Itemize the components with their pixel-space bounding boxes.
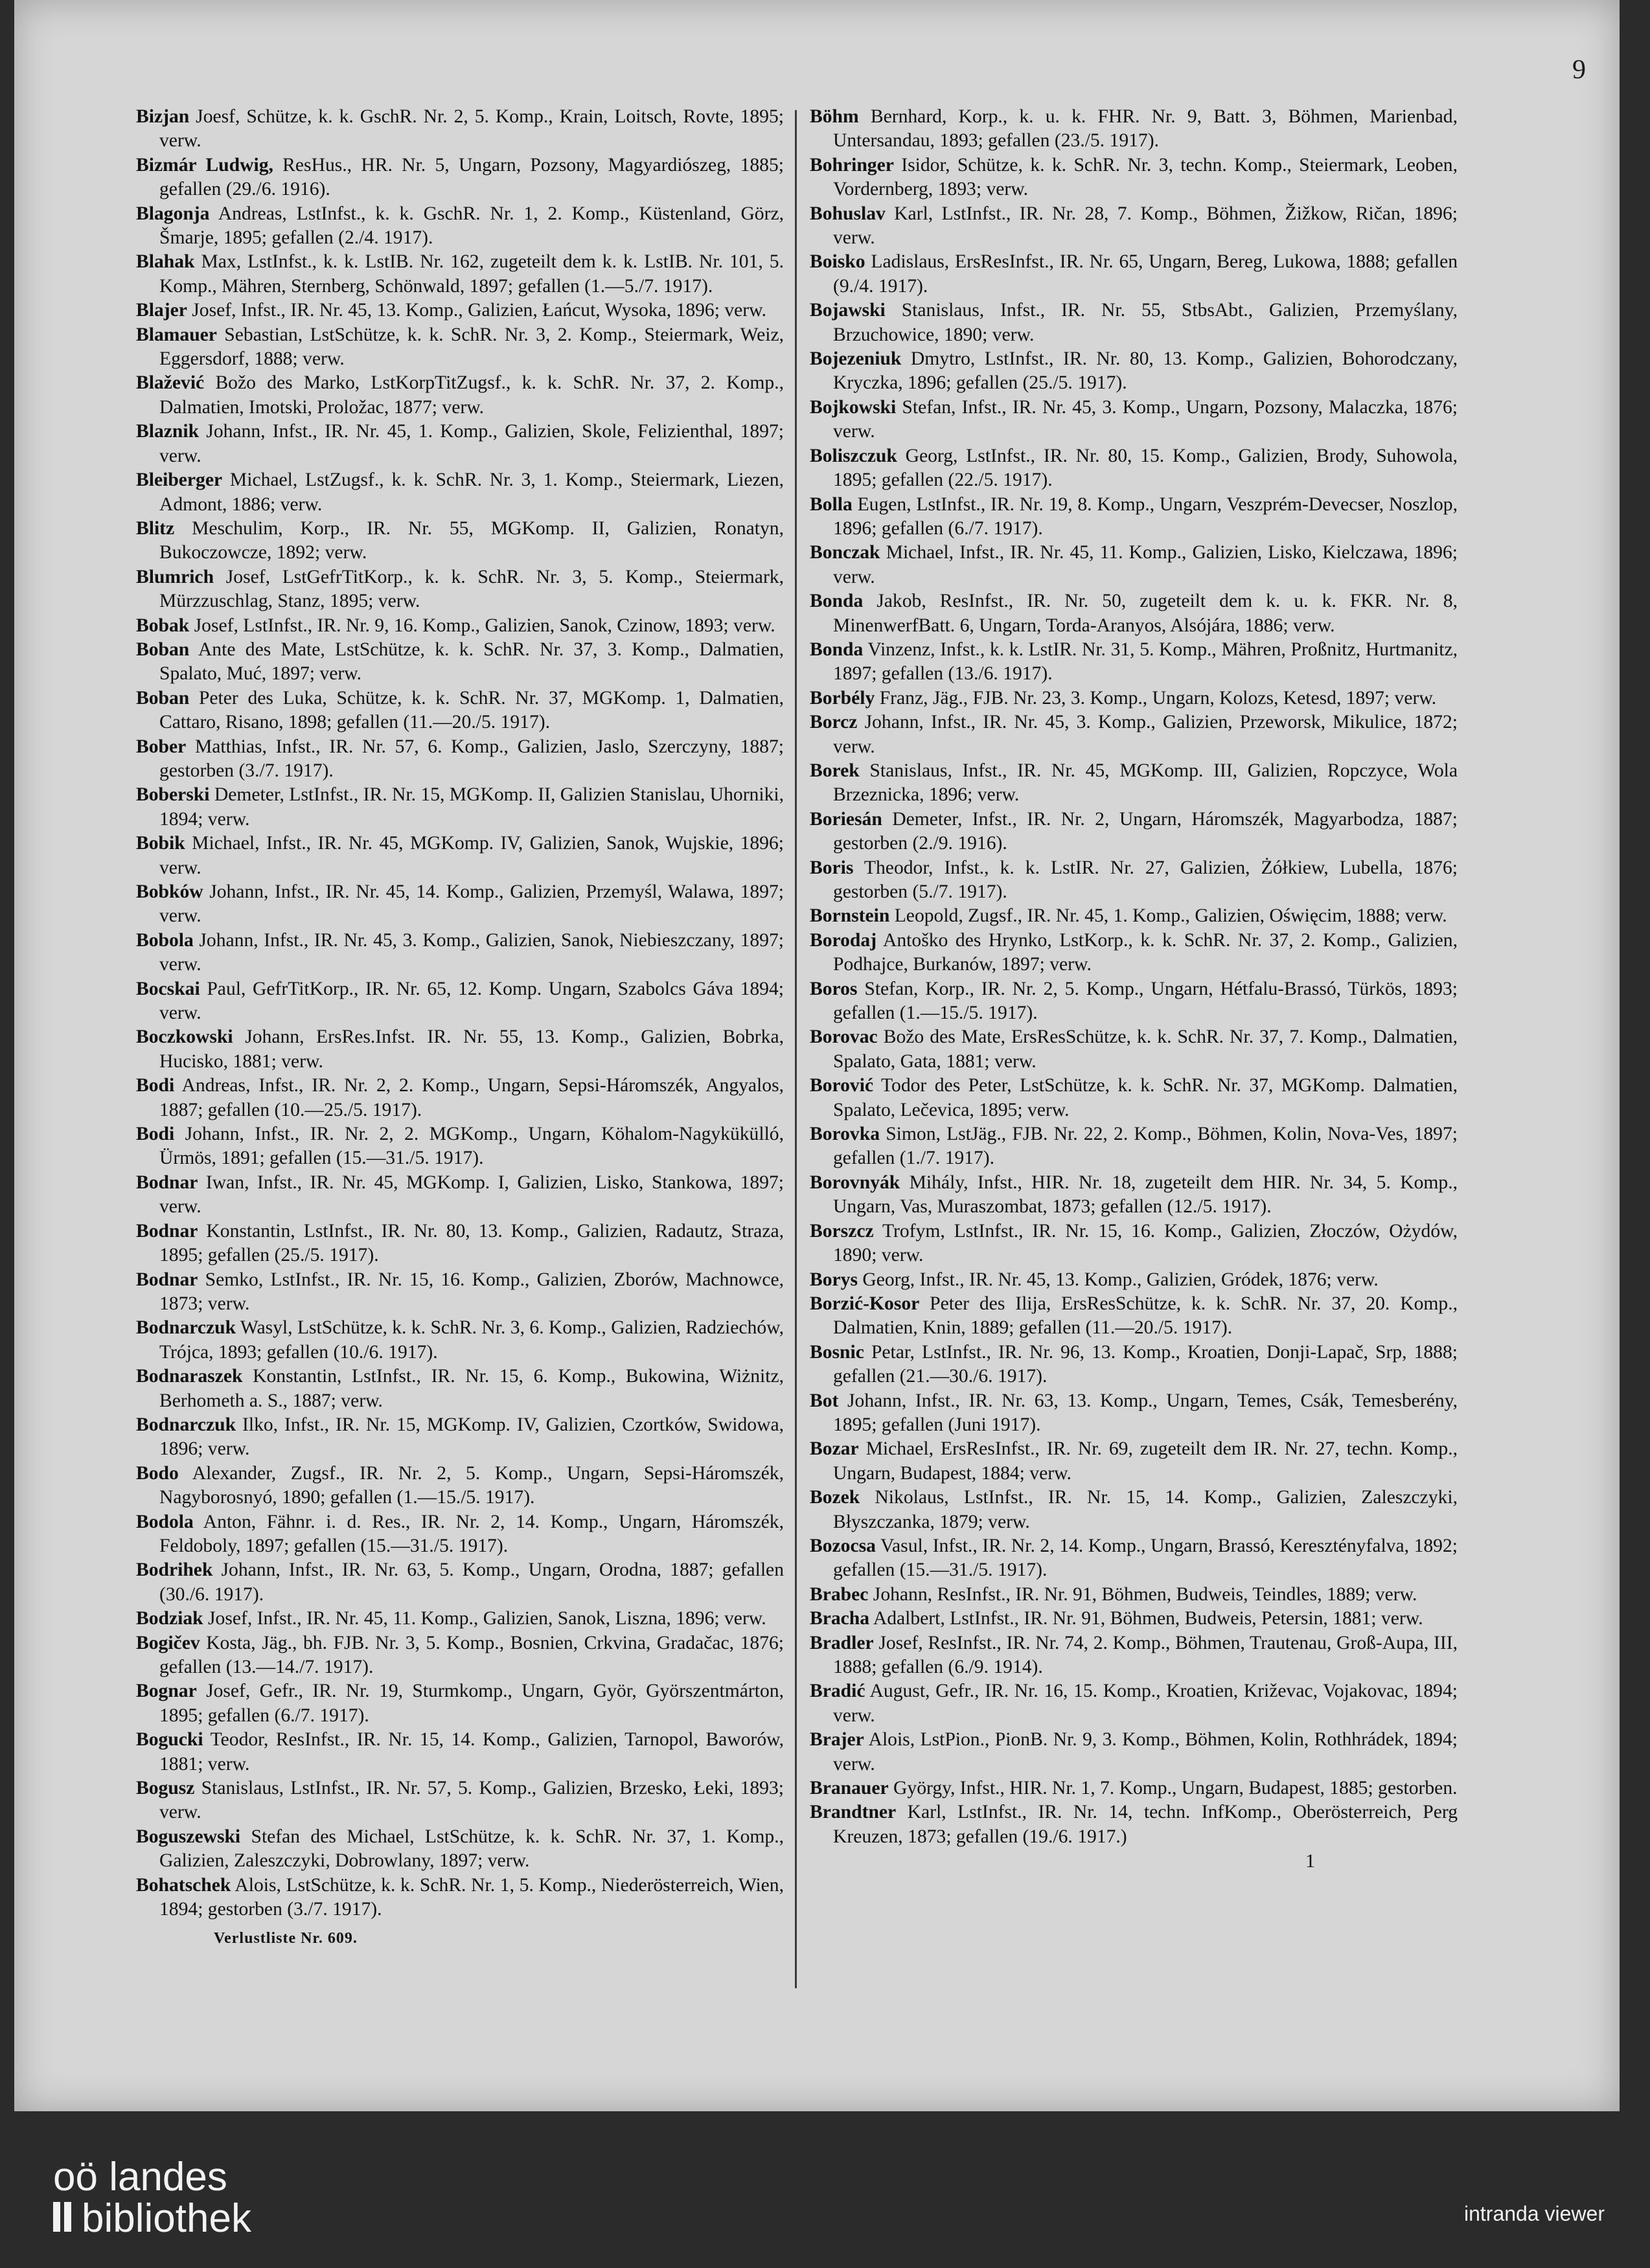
entry-text: Karl, LstInfst., IR. Nr. 14, techn. InfKomp., Oberösterreich, Perg Kreuzen, 1873; gefallen (19./6. 1917.): [833, 1802, 1458, 1847]
entry-text: Meschulim, Korp., IR. Nr. 55, MGKomp. II, Galizien, Ronatyn, Bukoczowcze, 1892; verw.: [159, 517, 784, 563]
entry-name: Bodrihek: [136, 1559, 213, 1581]
entry-text: Petar, LstInfst., IR. Nr. 96, 13. Komp., Kroatien, Donji-Lapač, Srp, 1888; gefallen (21.—30./6. 1917).: [833, 1341, 1458, 1387]
entry-text: Franz, Jäg., FJB. Nr. 23, 3. Komp., Ungarn, Kolozs, Ketesd, 1897; verw.: [875, 687, 1437, 709]
entry: [810, 202, 1458, 251]
entry-text: Ladislaus, ErsResInfst., IR. Nr. 65, Ungarn, Bereg, Lukowa, 1888; gefallen (9./4. 1917).: [833, 251, 1458, 297]
entry-text: Johann, Infst., IR. Nr. 63, 5. Komp., Ungarn, Orodna, 1887; gefallen (30./6. 1917).: [159, 1559, 784, 1605]
entry-text: Georg, Infst., IR. Nr. 45, 13. Komp., Galizien, Gródek, 1876; verw.: [857, 1269, 1379, 1290]
entry-text: Stanislaus, Infst., IR. Nr. 45, MGKomp. III, Galizien, Ropczyce, Wola Brzeznicka, 1896; verw.: [833, 760, 1458, 806]
entry-text: Semko, LstInfst., IR. Nr. 15, 16. Komp., Galizien, Zborów, Machnowce, 1873; verw.: [159, 1269, 784, 1314]
entry: [810, 1074, 1458, 1122]
entry: [136, 250, 784, 299]
entry-text: Stefan, Korp., IR. Nr. 2, 5. Komp., Ungarn, Hétfalu-Brassó, Türkös, 1893; gefallen (1.—15./5. 1917).: [833, 978, 1458, 1024]
entry-name: Blitz: [136, 517, 175, 539]
entry-text: Josef, Infst., IR. Nr. 45, 13. Komp., Galizien, Łańcut, Wysoka, 1896; verw.: [187, 300, 766, 321]
entry-name: Bodi: [136, 1124, 175, 1145]
entry: [136, 638, 784, 686]
entry-name: Borovac: [810, 1026, 878, 1048]
entry: [136, 420, 784, 468]
entry-name: Bobik: [136, 833, 185, 854]
entry-name: Bodnar: [136, 1269, 198, 1290]
entry-text: Georg, LstInfst., IR. Nr. 80, 15. Komp., Galizien, Brody, Suhowola, 1895; gefallen (22./5. 1917).: [833, 445, 1458, 491]
entry: [136, 1074, 784, 1122]
entry-text: Trofym, LstInfst., IR. Nr. 15, 16. Komp., Galizien, Złoczów, Ożydów, 1890; verw.: [833, 1220, 1458, 1266]
entry: [136, 929, 784, 977]
entry-text: Johann, Infst., IR. Nr. 2, 2. MGKomp., Ungarn, Köhalom-Nagykükülló, Ürmös, 1891; gefallen (15.—31./5. 1917).: [159, 1124, 784, 1169]
entry-name: Borovnyák: [810, 1172, 900, 1193]
entry: [810, 1631, 1458, 1680]
entry-name: Bodi: [136, 1075, 175, 1096]
entry-name: Branauer: [810, 1778, 889, 1799]
entry-name: Bogičev: [136, 1632, 200, 1653]
entry-text: Ante des Mate, LstSchütze, k. k. SchR. Nr. 37, 3. Komp., Dalmatien, Spalato, Muć, 1897; verw.: [159, 639, 784, 685]
entry-name: Bodziak: [136, 1608, 203, 1629]
entry-text: Konstantin, LstInfst., IR. Nr. 80, 13. Komp., Galizien, Radautz, Straza, 1895; gefallen (25./5. 1917).: [159, 1220, 784, 1266]
entry: [810, 1679, 1458, 1728]
entry-name: Bodnaraszek: [136, 1366, 243, 1387]
entry-name: Bot: [810, 1390, 839, 1411]
entry-name: Boris: [810, 857, 854, 878]
entry: [136, 1558, 784, 1607]
sheet-mark: 1: [1305, 1850, 1315, 1872]
entry-name: Boisko: [810, 251, 865, 273]
entry-text: Simon, LstJäg., FJB. Nr. 22, 2. Komp., Böhmen, Kolin, Nova-Ves, 1897; gefallen (1./7. 1917).: [833, 1124, 1458, 1169]
entry: [136, 1825, 784, 1874]
entry-text: Stefan, Infst., IR. Nr. 45, 3. Komp., Ungarn, Pozsony, Malaczka, 1876; verw.: [833, 396, 1458, 442]
entry-text: Stefan des Michael, LstSchütze, k. k. SchR. Nr. 37, 1. Komp., Galizien, Zaleszczyki, Dobrowlany, 1897; verw.: [159, 1826, 784, 1872]
entry-text: Josef, Gefr., IR. Nr. 19, Sturmkomp., Ungarn, Györ, Györszentmárton, 1895; gefallen (6./7. 1917).: [159, 1681, 784, 1726]
entry: [810, 904, 1458, 928]
entry-name: Brandtner: [810, 1802, 897, 1823]
entry-name: Brabec: [810, 1583, 869, 1605]
entry-text: Stanislaus, LstInfst., IR. Nr. 57, 5. Komp., Galizien, Brzesko, Łeki, 1893; verw.: [159, 1778, 784, 1823]
entry-text: Peter des Ilija, ErsResSchütze, k. k. SchR. Nr. 37, 20. Komp., Dalmatien, Knin, 1889; gefallen (11.—20./5. 1917).: [833, 1293, 1458, 1339]
entry: [810, 250, 1458, 299]
entry: [136, 1025, 784, 1074]
entry-name: Bocskai: [136, 978, 200, 999]
entry-name: Borcz: [810, 712, 858, 733]
entry-name: Bobków: [136, 881, 203, 902]
entry-name: Bohuslav: [810, 203, 886, 224]
left-column: [136, 105, 784, 1951]
entry-text: Isidor, Schütze, k. k. SchR. Nr. 3, techn. Komp., Steiermark, Leoben, Vordernberg, 1893; verw.: [833, 154, 1458, 200]
entry-text: Mihály, Infst., HIR. Nr. 18, zugeteilt dem HIR. Nr. 34, 5. Komp., Ungarn, Vas, Muraszombat, 1873; gefallen (12./5. 1917).: [833, 1172, 1458, 1218]
entry: [136, 1510, 784, 1559]
entry-name: Bolla: [810, 493, 853, 515]
entry-name: Bonczak: [810, 542, 880, 563]
entry-text: Leopold, Zugsf., IR. Nr. 45, 1. Komp., Galizien, Oświęcim, 1888; verw.: [889, 905, 1447, 927]
entry: [810, 347, 1458, 396]
entry-name: Bodnar: [136, 1172, 198, 1193]
entry-text: ResHus., HR. Nr. 5, Ungarn, Pozsony, Magyardiószeg, 1885; gefallen (29./6. 1916).: [159, 154, 784, 200]
entry-name: Boguszewski: [136, 1826, 241, 1847]
entry-text: Max, LstInfst., k. k. LstIB. Nr. 162, zugeteilt dem k. k. LstIB. Nr. 101, 5. Komp., Mähren, Sternberg, Schönwald, 1897; gefallen (1.—5./7. 1917).: [159, 251, 784, 297]
entry-name: Bodnarczuk: [136, 1414, 236, 1435]
entry: [136, 1413, 784, 1462]
entry: [136, 1462, 784, 1510]
entry-name: Bobola: [136, 929, 194, 951]
entry-text: Alois, LstPion., PionB. Nr. 9, 3. Komp., Böhmen, Kolin, Rothhrádek, 1894; verw.: [833, 1729, 1458, 1775]
entry: [810, 396, 1458, 444]
entry-name: Blumrich: [136, 566, 214, 587]
entry-text: August, Gefr., IR. Nr. 16, 15. Komp., Kroatien, Križevac, Vojakovac, 1894; verw.: [833, 1681, 1458, 1726]
entry-text: Anton, Fähnr. i. d. Res., IR. Nr. 2, 14. Komp., Ungarn, Háromszék, Feldoboly, 1897; gefallen (15.—31./5. 1917).: [159, 1511, 784, 1556]
entry-text: Iwan, Infst., IR. Nr. 45, MGKomp. I, Galizien, Lisko, Stankowa, 1897; verw.: [159, 1172, 784, 1218]
entry-name: Blajer: [136, 300, 187, 321]
entry-text: Josef, LstInfst., IR. Nr. 9, 16. Komp., Galizien, Sanok, Czinow, 1893; verw.: [189, 615, 775, 636]
entry: [136, 735, 784, 784]
entry-name: Bojawski: [810, 300, 886, 321]
entry-name: Blažević: [136, 372, 205, 394]
entry-text: Joesf, Schütze, k. k. GschR. Nr. 2, 5. Komp., Krain, Loitsch, Rovte, 1895; verw.: [159, 106, 784, 152]
entry-text: Johann, Infst., IR. Nr. 45, 3. Komp., Galizien, Przeworsk, Mikulice, 1872; verw.: [833, 712, 1458, 757]
entry-text: Bernhard, Korp., k. u. k. FHR. Nr. 9, Batt. 3, Böhmen, Marienbad, Untersandau, 1893; gefallen (23./5. 1917).: [833, 106, 1458, 152]
entry: [810, 856, 1458, 905]
entry-name: Borovka: [810, 1124, 880, 1145]
entry: [810, 493, 1458, 541]
entry: [810, 541, 1458, 589]
entry-name: Blamauer: [136, 324, 217, 345]
entry: [810, 1776, 1458, 1800]
entry-name: Boczkowski: [136, 1026, 233, 1048]
entry: [136, 1171, 784, 1219]
logo-line1: oö landes: [53, 2155, 227, 2199]
entry: [136, 153, 784, 202]
entry: [810, 1583, 1458, 1607]
entry-text: Dmytro, LstInfst., IR. Nr. 80, 13. Komp., Galizien, Bohorodczany, Kryczka, 1896; gefallen (25./5. 1917).: [833, 348, 1458, 394]
entry: [810, 1534, 1458, 1583]
entry-text: Karl, LstInfst., IR. Nr. 28, 7. Komp., Böhmen, Žižkow, Ričan, 1896; verw.: [833, 203, 1458, 249]
entry-name: Böhm: [810, 106, 859, 127]
entry: [136, 371, 784, 420]
entry-text: Nikolaus, LstInfst., IR. Nr. 15, 14. Komp., Galizien, Zaleszczyki, Błyszczanka, 1879; verw.: [833, 1487, 1458, 1532]
entry: [136, 1607, 784, 1631]
entry: [810, 1171, 1458, 1219]
entry-name: Borek: [810, 760, 860, 781]
scanned-page: [14, 0, 1620, 2111]
entry-name: Boros: [810, 978, 858, 999]
entry-text: György, Infst., HIR. Nr. 1, 7. Komp., Ungarn, Budapest, 1885; gestorben.: [888, 1778, 1458, 1799]
entry: [810, 1728, 1458, 1776]
entry-name: Bradić: [810, 1681, 865, 1702]
entry-name: Bizmár Ludwig,: [136, 154, 273, 176]
entry-name: Bracha: [810, 1608, 870, 1629]
entry: [810, 1486, 1458, 1534]
entry-text: Vinzenz, Infst., k. k. LstIR. Nr. 31, 5. Komp., Mähren, Proßnitz, Hurtmanitz, 1897; gefallen (13./6. 1917).: [833, 639, 1458, 685]
entry: [136, 1365, 784, 1413]
logo-bars-icon: [53, 2198, 75, 2240]
entry-name: Bogucki: [136, 1729, 203, 1751]
viewer-label: intranda viewer: [1464, 2202, 1605, 2225]
entry-name: Bozar: [810, 1438, 859, 1460]
entry-text: Antoško des Hrynko, LstKorp., k. k. SchR. Nr. 37, 2. Komp., Galizien, Podhajce, Burkanów, 1897; verw.: [833, 929, 1458, 975]
entry: [136, 1776, 784, 1825]
entry-name: Bodola: [136, 1511, 194, 1532]
entry: [810, 1122, 1458, 1171]
entry-text: Teodor, ResInfst., IR. Nr. 15, 14. Komp., Galizien, Tarnopol, Baworów, 1881; verw.: [159, 1729, 784, 1775]
entry-name: Bober: [136, 736, 187, 757]
entry-name: Bleiberger: [136, 470, 223, 491]
entry-text: Demeter, LstInfst., IR. Nr. 15, MGKomp. II, Galizien Stanislau, Uhorniki, 1894; verw.: [159, 784, 784, 830]
entry: [136, 1728, 784, 1776]
entry-text: Alois, LstSchütze, k. k. SchR. Nr. 1, 5. Komp., Niederösterreich, Wien, 1894; gestorben (3./7. 1917).: [159, 1874, 784, 1920]
entry-text: Ilko, Infst., IR. Nr. 15, MGKomp. IV, Galizien, Czortków, Swidowa, 1896; verw.: [159, 1414, 784, 1460]
entry-text: Josef, LstGefrTitKorp., k. k. SchR. Nr. 3, 5. Komp., Steiermark, Mürzzuschlag, Stanz, 1895; verw.: [159, 566, 784, 612]
logo-line2: bibliothek: [82, 2196, 251, 2241]
entry: [810, 1341, 1458, 1389]
entry: [810, 589, 1458, 638]
entry-text: Sebastian, LstSchütze, k. k. SchR. Nr. 3, 2. Komp., Steiermark, Weiz, Eggersdorf, 1888; verw.: [159, 324, 784, 370]
entry-name: Borys: [810, 1269, 858, 1290]
entry-name: Bobak: [136, 615, 190, 636]
entry: [136, 1679, 784, 1728]
entry-name: Bodnarczuk: [136, 1317, 236, 1339]
entry-name: Borzić-Kosor: [810, 1293, 920, 1314]
entry-text: Johann, Infst., IR. Nr. 45, 14. Komp., Galizien, Przemyśl, Walawa, 1897; verw.: [159, 881, 784, 927]
entry-name: Bodo: [136, 1462, 179, 1484]
entry: [136, 105, 784, 153]
entry-name: Bodnar: [136, 1220, 198, 1242]
entry: [136, 1219, 784, 1268]
entry-text: Josef, Infst., IR. Nr. 45, 11. Komp., Galizien, Sanok, Liszna, 1896; verw.: [203, 1608, 766, 1629]
entry: [136, 880, 784, 929]
entry-name: Boberski: [136, 784, 210, 806]
entry: [136, 686, 784, 735]
entry-text: Vasul, Infst., IR. Nr. 2, 14. Komp., Ungarn, Brassó, Keresztényfalva, 1892; gefallen (15.—31./5. 1917).: [833, 1535, 1458, 1581]
entry: [136, 1316, 784, 1365]
entry-name: Bosnic: [810, 1341, 864, 1363]
entry-text: Johann, Infst., IR. Nr. 63, 13. Komp., Ungarn, Temes, Csák, Temesberény, 1895; gefallen (Juni 1917).: [833, 1390, 1458, 1435]
entry-name: Blahak: [136, 251, 195, 273]
entry: [810, 710, 1458, 759]
entry-text: Božo des Mate, ErsResSchütze, k. k. SchR. Nr. 37, 7. Komp., Dalmatien, Spalato, Gata, 1881; verw.: [833, 1026, 1458, 1072]
entry-name: Blaznik: [136, 421, 200, 442]
entry-name: Borodaj: [810, 929, 877, 951]
entry-name: Boriesán: [810, 808, 882, 830]
entry: [810, 1292, 1458, 1341]
entry-name: Borović: [810, 1075, 874, 1096]
entry-name: Bozocsa: [810, 1535, 876, 1556]
entry-name: Boliszczuk: [810, 445, 897, 466]
entry-name: Blagonja: [136, 203, 210, 224]
entry-text: Todor des Peter, LstSchütze, k. k. SchR. Nr. 37, MGKomp. Dalmatien, Spalato, Lečevica, 1895; verw.: [833, 1075, 1458, 1120]
entry-text: Andreas, Infst., IR. Nr. 2, 2. Komp., Ungarn, Sepsi-Háromszék, Angyalos, 1887; gefallen (10.—25./5. 1917).: [159, 1075, 784, 1120]
entry: [136, 1874, 784, 1922]
entry-text: Paul, GefrTitKorp., IR. Nr. 65, 12. Komp. Ungarn, Szabolcs Gáva 1894; verw.: [159, 978, 784, 1024]
entry-name: Borbély: [810, 687, 875, 709]
list-number-footer: Verlustliste Nr. 609.: [214, 1930, 358, 1947]
entry: [810, 1800, 1458, 1849]
entry-text: Johann, ResInfst., IR. Nr. 91, Böhmen, Budweis, Teindles, 1889; verw.: [868, 1583, 1417, 1605]
entry: [810, 686, 1458, 710]
entry: [136, 1268, 784, 1317]
entry-text: Božo des Marko, LstKorpTitZugsf., k. k. SchR. Nr. 37, 2. Komp., Dalmatien, Imotski, Proložac, 1877; verw.: [159, 372, 784, 418]
entry-text: Alexander, Zugsf., IR. Nr. 2, 5. Komp., Ungarn, Sepsi-Háromszék, Nagyborosnyó, 1890; gefallen (1.—15./5. 1917).: [159, 1462, 784, 1508]
entry: [810, 1607, 1458, 1631]
column-divider: [795, 110, 797, 1988]
entry-name: Bojkowski: [810, 396, 897, 418]
entry-text: Johann, Infst., IR. Nr. 45, 3. Komp., Galizien, Sanok, Niebieszczany, 1897; verw.: [159, 929, 784, 975]
entry-name: Bognar: [136, 1681, 197, 1702]
entry: [136, 202, 784, 251]
entry-name: Boban: [136, 639, 190, 660]
entry: [136, 783, 784, 832]
entry-text: Stanislaus, Infst., IR. Nr. 55, StbsAbt., Galizien, Przemyślany, Brzuchowice, 1890; verw.: [833, 300, 1458, 345]
entry: [136, 614, 784, 638]
entry-text: Peter des Luka, Schütze, k. k. SchR. Nr. 37, MGKomp. 1, Dalmatien, Cattaro, Risano, 1898; gefallen (11.—20./5. 1917).: [159, 687, 784, 733]
entry: [810, 105, 1458, 153]
entry-text: Andreas, LstInfst., k. k. GschR. Nr. 1, 2. Komp., Küstenland, Görz, Šmarje, 1895; gefallen (2./4. 1917).: [159, 203, 784, 249]
entry-name: Bizjan: [136, 106, 190, 127]
entry-name: Bonda: [810, 639, 864, 660]
entry-name: Bogusz: [136, 1778, 195, 1799]
entry-text: Theodor, Infst., k. k. LstIR. Nr. 27, Galizien, Żółkiew, Lubella, 1876; gestorben (5./7. 1917).: [833, 857, 1458, 902]
entry: [136, 468, 784, 517]
entry-text: Michael, ErsResInfst., IR. Nr. 69, zugeteilt dem IR. Nr. 27, techn. Komp., Ungarn, Budapest, 1884; verw.: [833, 1438, 1458, 1484]
entry: [810, 759, 1458, 808]
entry-text: Adalbert, LstInfst., IR. Nr. 91, Böhmen, Budweis, Petersin, 1881; verw.: [869, 1608, 1423, 1629]
entry: [810, 153, 1458, 202]
entry-name: Bohringer: [810, 154, 894, 176]
entry: [810, 1025, 1458, 1074]
entry-text: Josef, ResInfst., IR. Nr. 74, 2. Komp., Böhmen, Trautenau, Groß-Aupa, III, 1888; gefallen (6./9. 1914).: [833, 1632, 1458, 1677]
entry: [810, 444, 1458, 493]
entry: [810, 1268, 1458, 1292]
entry: [136, 977, 784, 1026]
page-number: 9: [1572, 55, 1586, 85]
entry: [136, 1122, 784, 1171]
entry-text: Michael, Infst., IR. Nr. 45, 11. Komp., Galizien, Lisko, Kielczawa, 1896; verw.: [833, 542, 1458, 587]
entry: [810, 977, 1458, 1026]
entry-text: Konstantin, LstInfst., IR. Nr. 15, 6. Komp., Bukowina, Wiżnitz, Berhometh a. S., 1887; verw.: [159, 1366, 784, 1411]
entry-text: Johann, Infst., IR. Nr. 45, 1. Komp., Galizien, Skole, Felizienthal, 1897; verw.: [159, 421, 784, 466]
entry: [810, 1437, 1458, 1486]
entry: [810, 808, 1458, 856]
entry-text: Johann, ErsRes.Infst. IR. Nr. 55, 13. Komp., Galizien, Bobrka, Hucisko, 1881; verw.: [159, 1026, 784, 1072]
entry-name: Bonda: [810, 591, 864, 612]
entry: [810, 299, 1458, 347]
entry-name: Bojezeniuk: [810, 348, 902, 370]
entry: [136, 323, 784, 372]
entry-text: Eugen, LstInfst., IR. Nr. 19, 8. Komp., Ungarn, Veszprém-Devecser, Noszlop, 1896; gefallen (6./7. 1917).: [833, 493, 1458, 539]
entry: [136, 1631, 784, 1680]
entry-text: Wasyl, LstSchütze, k. k. SchR. Nr. 3, 6. Komp., Galizien, Radziechów, Trójca, 1893; gefallen (10./6. 1917).: [159, 1317, 784, 1363]
entry: [810, 638, 1458, 686]
entry-name: Boban: [136, 687, 190, 709]
entry-text: Jakob, ResInfst., IR. Nr. 50, zugeteilt dem k. u. k. FKR. Nr. 8, MinenwerfBatt. 6, Ungarn, Torda-Aranyos, Alsójára, 1886; verw.: [833, 591, 1458, 636]
entry: [136, 517, 784, 565]
entry-text: Michael, LstZugsf., k. k. SchR. Nr. 3, 1. Komp., Steiermark, Liezen, Admont, 1886; verw.: [159, 470, 784, 515]
entry-name: Bozek: [810, 1487, 860, 1508]
entry: [810, 1219, 1458, 1268]
entry-text: Michael, Infst., IR. Nr. 45, MGKomp. IV, Galizien, Sanok, Wujskie, 1896; verw.: [159, 833, 784, 878]
entry: [136, 299, 784, 323]
entry-name: Brajer: [810, 1729, 864, 1751]
library-logo[interactable]: [53, 2157, 251, 2240]
entry-name: Bohatschek: [136, 1874, 231, 1896]
entry: [810, 1389, 1458, 1438]
right-column: [810, 105, 1458, 1874]
entry: [136, 565, 784, 614]
entry-text: Matthias, Infst., IR. Nr. 57, 6. Komp., Galizien, Jaslo, Szerczyny, 1887; gestorben (3./7. 1917).: [159, 736, 784, 781]
entry-name: Bornstein: [810, 905, 890, 927]
entry-name: Borszcz: [810, 1220, 874, 1242]
entry: [136, 832, 784, 880]
entry-name: Bradler: [810, 1632, 874, 1653]
entry-text: Demeter, Infst., IR. Nr. 2, Ungarn, Háromszék, Magyarbodza, 1887; gestorben (2./9. 1916).: [833, 808, 1458, 854]
entry: [810, 929, 1458, 977]
entry-text: Kosta, Jäg., bh. FJB. Nr. 3, 5. Komp., Bosnien, Crkvina, Gradačac, 1876; gefallen (13.—14./7. 1917).: [159, 1632, 784, 1677]
